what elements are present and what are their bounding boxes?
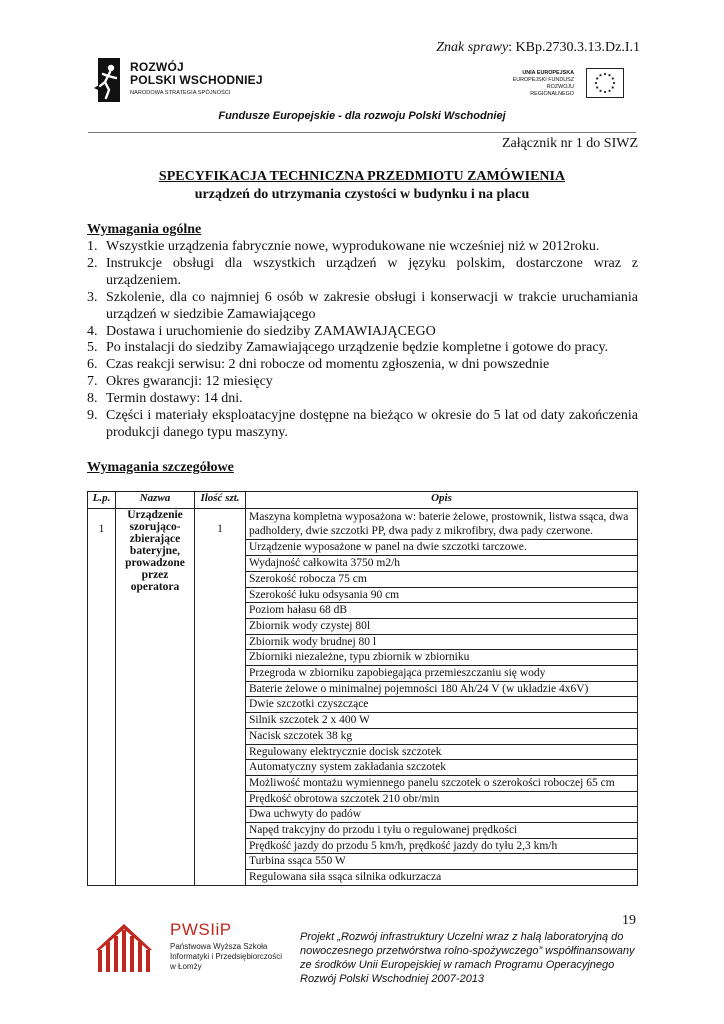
list-item: 8. Termin dostawy: 14 dni. [87,391,243,407]
school-building-icon [94,920,164,976]
table-header-row [88,492,638,509]
list-item: 3. Szkolenie, dla co najmniej 6 osób w zakresie obsługi i konserwacji w trakcie uruchamiania urządzeń w siedzibie Zamawiającego [87,289,638,322]
eu-star [612,86,614,88]
list-item: 2. Instrukcje obsługi dla wszystkich urządzeń w języku polskim, dostarczone wraz z urządzeniem. [87,255,638,288]
cell-spec: Urządzenie wyposażone w panel na dwie szczotki tarczowe. [246,540,638,556]
cell-spec: Regulowana siła ssąca silnika odkurzacza [246,870,638,886]
cell-spec: Baterie żelowe o minimalnej pojemności 180 Ah/24 V (w układzie 4x6V) [246,681,638,697]
list-item: 4. Dostawa i uruchomienie do siedziby ZAMAWIAJĄCEGO [87,323,436,339]
eu-line-1: UNIA EUROPEJSKA [522,70,574,76]
eu-star [596,86,598,88]
eu-star [608,74,610,76]
cell-spec: Prędkość jazdy do przodu 5 km/h, prędkość jazdy do tyłu 2,3 km/h [246,838,638,854]
col-desc: Opis [246,492,638,509]
col-qty: Ilość szt. [195,492,246,509]
cell-spec: Poziom hałasu 68 dB [246,603,638,619]
list-item: 1. Wszystkie urządzenia fabrycznie nowe, wyprodukowane nie wcześniej niż w 2012roku. [87,239,600,254]
eu-star [608,90,610,92]
spec-table [87,491,638,886]
cell-spec: Dwa uchwyty do padów [246,807,638,823]
cell-spec: Maszyna kompletna wyposażona w: baterie żelowe, prostownik, listwa ssąca, dwa padholdery, dwie szczotki PP, dwa pady z mikrofibry, dwa pady czerwone. [246,509,638,540]
eu-star [595,82,597,84]
list-item: 9. Części i materiały eksploatacyjne dostępne na bieżąco w okresie do 5 lat od daty zakończenia produkcji danego typu maszyny. [87,408,638,440]
attachment-label: Załącznik nr 1 do SIWZ [501,136,638,151]
project-funding-note: Projekt „Rozwój infrastruktury Uczelni wraz z halą laboratoryjną do nowoczesnego przetwórstwa rolno-spożywczego” współfinansowany ze środków Unii Europejskiej w ramach Programu Operacyjnego Rozwój Polski Wschodniej 2007-2013 [300,931,635,985]
list-item: 7. Okres gwarancji: 12 miesięcy [87,374,273,390]
logo-rozwoj-polski-wschodniej [94,58,264,108]
cell-spec: Zbiornik wody czystej 80l [246,618,638,634]
eu-line-3: ROZWOJU REGIONALNEGO [530,84,574,97]
school-logo-text: PWSIiP [170,920,232,939]
logo-line-3: NARODOWA STRATEGIA SPÓJNOŚCI [130,90,231,96]
header-divider [88,132,636,133]
school-logo [94,920,284,980]
cell-spec: Nacisk szczotek 38 kg [246,728,638,744]
logo-line-1: ROZWÓJ [130,60,184,74]
school-name-line-3: w Łomży [170,962,202,971]
cell-spec: Zbiorniki niezależne, typu zbiornik w zbiorniku [246,650,638,666]
case-reference [436,40,640,56]
tagline: Fundusze Europejskie - dla rozwoju Polski Wschodniej [218,110,506,122]
logo-eu [512,68,628,102]
case-label: Znak sprawy [436,40,509,55]
eu-star [612,77,614,79]
cell-spec: Napęd trakcyjny do przodu i tyłu o regulowanej prędkości [246,823,638,839]
col-name: Nazwa [116,492,195,509]
detailed-requirements-heading: Wymagania szczegółowe [87,460,234,475]
list-item: 6. Czas reakcji serwisu: 2 dni robocze od momentu zgłoszenia, w dni powszednie [87,357,550,373]
cell-spec: Szerokość robocza 75 cm [246,571,638,587]
cell-spec: Dwie szczotki czyszczące [246,697,638,713]
case-number: : KBp.2730.3.13.Dz.I.1 [508,40,640,55]
eu-star [604,73,606,75]
eu-line-2: EUROPEJSKI FUNDUSZ [512,77,574,83]
cell-name: Urządzenie szorująco-zbierające bateryjne, prowadzone przez operatora [116,509,195,886]
eu-star [604,91,606,93]
school-name-line-2: Informatyki i Przedsiębiorczości [170,952,283,961]
cell-qty: 1 [195,509,246,886]
cell-spec: Przegroda w zbiorniku zapobiegająca przemieszczaniu się wody [246,666,638,682]
cell-spec: Możliwość montażu wymiennego panelu szczotek o szerokości roboczej 65 cm [246,775,638,791]
logo-line-2: POLSKI WSCHODNIEJ [130,73,263,87]
cell-spec: Wydajność całkowita 3750 m2/h [246,556,638,572]
cell-spec: Zbiornik wody brudnej 80 l [246,634,638,650]
document-title: SPECYFIKACJA TECHNICZNA PRZEDMIOTU ZAMÓWIENIA [158,169,566,184]
table-row [88,509,638,540]
eu-star [599,90,601,92]
col-lp: L.p. [88,492,116,509]
cell-lp: 1 [88,509,116,886]
cell-spec: Prędkość obrotowa szczotek 210 obr/min [246,791,638,807]
eu-text [512,70,574,98]
eu-star [613,82,615,84]
cell-spec: Automatyczny system zakładania szczotek [246,760,638,776]
general-requirements-heading: Wymagania ogólne [87,222,202,237]
eu-star [596,77,598,79]
general-requirements-list [87,239,638,442]
eu-flag-icon [586,68,624,98]
cell-spec: Regulowany elektrycznie docisk szczotek [246,744,638,760]
cell-spec: Silnik szczotek 2 x 400 W [246,713,638,729]
page-number: 19 [622,913,636,928]
cell-spec: Turbina ssąca 550 W [246,854,638,870]
list-item: 5. Po instalacji do siedziby Zamawiającego urządzenie będzie kompletne i gotowe do pracy. [87,340,609,356]
cell-spec: Szerokość łuku odsysania 90 cm [246,587,638,603]
document-subtitle: urządzeń do utrzymania czystości w budynku i na placu [194,187,530,202]
runner-figure-icon [94,58,124,102]
eu-star [599,74,601,76]
school-name [170,942,282,972]
school-name-line-1: Państwowa Wyższa Szkoła [170,942,268,951]
